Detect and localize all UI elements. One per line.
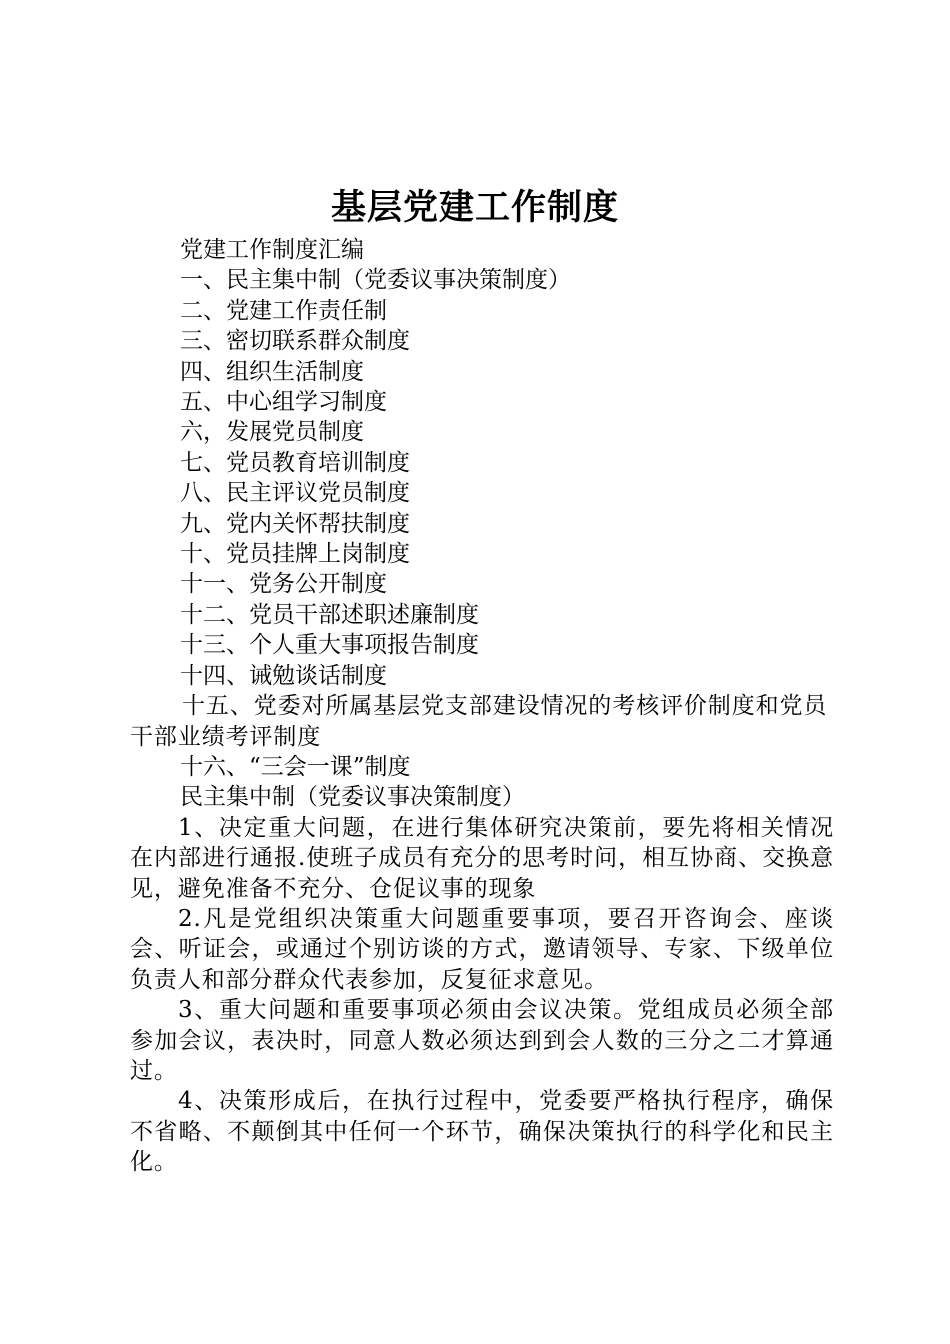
toc-item: 一、民主集中制（党委议事决策制度） [180,267,571,294]
toc-item: 十三、个人重大事项报告制度 [180,632,479,659]
toc-item: 二、党建工作责任制 [180,297,387,324]
table-of-contents [130,265,834,782]
toc-item: 十四、诫勉谈话制度 [180,662,387,689]
paragraph: 3、重大问题和重要事项必须由会议决策。党组成员必须全部参加会议，表决时，同意人数必须达到到会人数的三分之二才算通过。 [130,997,834,1084]
toc-item: 十五、党委对所属基层党支部建设情况的考核评价制度和党员干部业绩考评制度 [130,693,828,750]
toc-item: 十、党员挂牌上岗制度 [180,541,410,568]
document-subtitle: 党建工作制度汇编 [180,237,364,263]
paragraph: 4、决策形成后，在执行过程中，党委要严格执行程序，确保不省略、不颠倒其中任何一个环节，确保决策执行的科学化和民主化。 [130,1088,834,1176]
toc-item: 八、民主评议党员制度 [180,480,410,507]
toc-item: 五、中心组学习制度 [180,389,387,416]
paragraph: 1、决定重大问题，在进行集体研究决策前，要先将相关情况在内部进行通报.使班子成员有充分的思考时问，相互协商、交换意见，避免准备不充分、仓促议事的现象 [130,814,834,902]
toc-item: 十一、党务公开制度 [180,571,387,598]
toc-item: 三、密切联系群众制度 [180,328,410,355]
toc-item: 九、党内关怀帮扶制度 [180,510,410,537]
section-heading: 民主集中制（党委议事决策制度） [180,784,525,811]
toc-item: 六，发展党员制度 [180,419,364,446]
toc-item: 十六、“三会一课”制度 [180,753,411,780]
document-body [130,235,834,1178]
toc-item: 七、党员教育培训制度 [180,449,410,476]
page-title: 基层党建工作制度 [330,187,619,228]
toc-item: 四、组织生活制度 [180,358,364,385]
toc-item: 十二、党员干部述职述廉制度 [180,601,479,628]
paragraph: 2.凡是党组织决策重大问题重要事项，要召开咨询会、座谈会、听证会，或通过个别访谈的方式，邀请领导、专家、下级单位负责人和部分群众代表参加，反复征求意见。 [130,905,834,993]
